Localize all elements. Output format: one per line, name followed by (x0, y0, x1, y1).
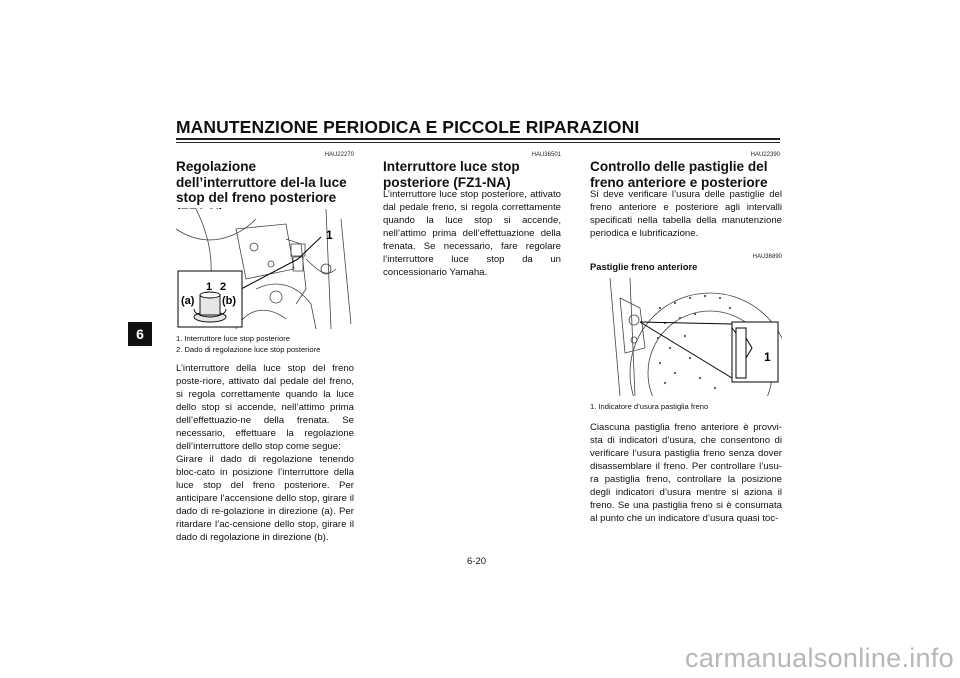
section-body (176, 362, 354, 544)
inset-callout-2: 2 (220, 281, 227, 293)
section-heading: Regolazione dell’interruttore del-la luce stop del freno posteriore (176, 159, 347, 205)
inset-callout-1: 1 (206, 281, 213, 293)
body-paragraph: L’interruttore della luce stop del freno poste-riore, attivato dal pedale del freno, si regola correttamente quando la luce dello stop si accende, nell’attimo prima dell’effettuazio-ne della frenata. Se necessario, effettuare la regolazione dell’interruttore dello stop come segue: (176, 363, 354, 452)
section-code: HAU36501 (531, 152, 561, 158)
header-rule-thin (176, 142, 780, 143)
figure-caption-1: 1. Interruttore luce stop posteriore (176, 334, 290, 343)
figure-caption-2: 2. Dado di regolazione luce stop posteriore (176, 345, 321, 354)
body-paragraph: Si deve verificare l’usura delle pastiglie del freno anteriore e posteriore agli intervalli specificati nella tabella della manutenzione periodica e lubrificazione. (590, 189, 782, 239)
section-code: HAU22390 (750, 152, 780, 158)
brake-switch-illustration (176, 209, 354, 330)
figure-caption-1: 1. Indicatore d’usura pastiglia freno (590, 402, 709, 411)
section-code: HAU22270 (324, 152, 354, 158)
header-rule (176, 138, 780, 140)
body-paragraph: L’interruttore luce stop posteriore, attivato dal pedale freno, si regola correttamente quando la luce stop si accende, nell’attimo prima dell’effettuazione della frenata. Se necessario, fare regolare l’interruttore luce stop da un concessionario Yamaha. (383, 189, 561, 278)
brake-pad-figure (590, 278, 782, 396)
page-number: 6-20 (467, 556, 487, 567)
section-heading: Controllo delle pastiglie del freno anteriore e posteriore (590, 159, 768, 190)
body-paragraph: Ciascuna pastiglia freno anteriore è provvi-sta di indicatori d’usura, che consentono di verificare l’usura pastiglia freno senza dover disassemblare il freno. Per controllare l’usu-ra pastiglia freno, controllare la posizione degli indicatori d’usura mentre si aziona il freno. Se una pastiglia freno si è consumata al punto che un indicatore d’usura quasi toc- (590, 422, 782, 524)
chapter-tab: 6 (128, 322, 152, 346)
section-body (590, 188, 782, 240)
callout-1: 1 (326, 228, 333, 242)
section-heading: Interruttore luce stop posteriore (FZ1-NA) (383, 159, 520, 190)
brake-switch-figure (176, 209, 354, 330)
inset-label-b: (b) (222, 295, 237, 307)
watermark: carmanualsonline.info (685, 643, 954, 673)
subsection-code: HAU36890 (752, 254, 782, 260)
callout-1: 1 (764, 350, 771, 364)
brake-pad-illustration (590, 278, 782, 396)
inset-label-a: (a) (181, 295, 195, 307)
section-body-continued (590, 421, 782, 525)
body-paragraph: Girare il dado di regolazione tenendo bloc-cato in posizione l’interruttore della luce stop del freno posteriore. Per anticipare l’accensione dello stop, girare il dado di re-golazione in direzione (a). Per ritardare l’ac-censione dello stop, girare il dado di regolazione in direzione (b). (176, 454, 354, 543)
section-body (383, 188, 561, 279)
subsection-heading: Pastiglie freno anteriore (590, 261, 698, 272)
page-title: MANUTENZIONE PERIODICA E PICCOLE RIPARAZIONI (176, 117, 640, 137)
